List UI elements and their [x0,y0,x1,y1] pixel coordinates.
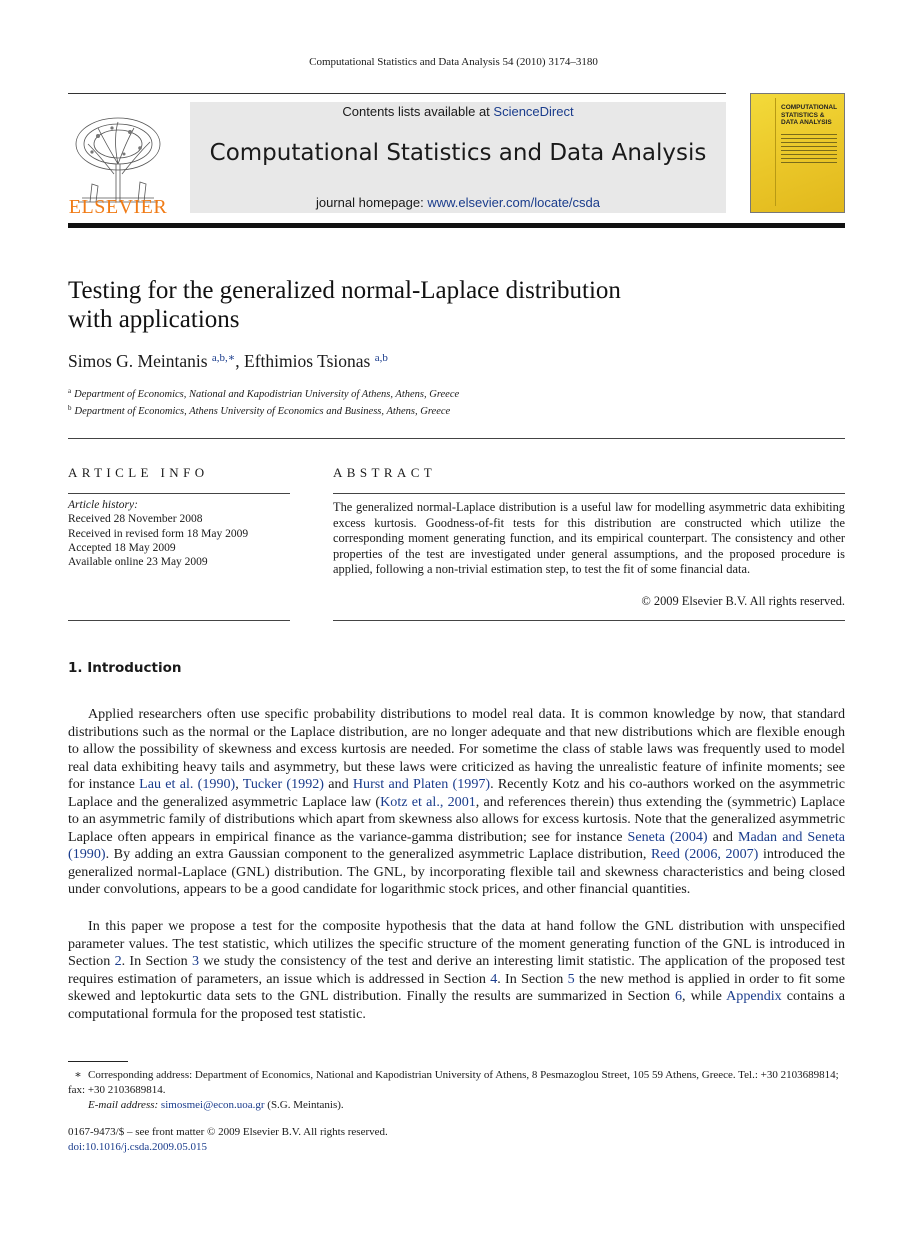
paper-title-line-1: Testing for the generalized normal-Laplace distribution [68,277,621,304]
article-info-rule-top [68,493,290,494]
email-footnote [68,1098,845,1113]
paragraph-text: , [235,776,243,792]
article-history-label: Article history: [68,499,138,511]
affiliation-text: Department of Economics, Athens University of Economics and Business, Athens, Greece [74,406,451,417]
paragraph-text: introduced the generalized normal-Laplace (GNL) distribution. The GNL, by incorporating flexible tail and skewness characteristics and being closed under convolutions, appears to be a good candidate for logarithmic stock prices, and other financial quantities. [68,846,845,897]
section-link[interactable]: 2 [114,953,122,969]
author-list [68,351,388,372]
paragraph-text: we study the consistency of the test and derive an interesting limit statistic. The application of the proposed test requires estimation of parameters, an issue which is addressed in Section [68,953,845,987]
sciencedirect-link[interactable]: ScienceDirect [493,104,574,119]
footnote-mark: ∗ [74,1069,82,1081]
affiliation-mark: b [68,404,72,412]
publisher-name: ELSEVIER [68,196,168,218]
online-date: Available online 23 May 2009 [68,556,208,568]
paper-title-line-2: with applications [68,306,240,333]
paragraph-text: the new method is applied in order to fit some skewed and leptokurtic data sets to the GNL distribution. Finally the results are summarized in Section [68,970,845,1004]
paper-title [68,276,768,334]
email-link[interactable]: simosmei@econ.uoa.gr [160,1099,265,1111]
journal-cover-image [750,93,845,213]
abstract-rule-top [333,493,845,494]
citation-link[interactable]: Kotz et al., 2001 [380,793,476,810]
affiliation-a [68,387,459,400]
footnote-rule [68,1061,128,1062]
footnote-text: Corresponding address: Department of Economics, National and Kapodistrian University of Athens, 8 Pesmazoglou Street, 105 59 Athens, Greece. Tel.: +30 2103689814; fax: +30 2103689814. [68,1069,839,1096]
citation-link[interactable]: Hurst and Platen (1997) [352,776,491,792]
author-name: Simos G. Meintanis [68,351,208,371]
header-rule [68,223,845,228]
abstract-text: The generalized normal-Laplace distribution is a useful law for modelling asymmetric data exhibiting excess kurtosis. Goodness-of-fit tests for this distribution are constructed which utilize the corresponding moment generating function, and its empirical counterpart. The consistency and other properties of the test are investigated under general assumptions, and the proposed procedure is applied, following a non-trivial estimation step, to test the fit of some financial data. [333,500,845,577]
journal-title: Computational Statistics and Data Analysis [209,140,707,166]
paragraph-text: Applied researchers often use specific probability distributions to model real data. It is common knowledge by now, that standard distributions such as the normal or the Laplace distribution, are no longer adequate and that new distributions which are flexible enough to allow the possibility of skewness and excess kurtosis are needed. For sometime the class of stable laws was frequently used to model real data exhibiting heavy tails and asymmetry, but these laws were criticized as having the unrealistic feature of infinite moments; see for instance [68,706,845,792]
abstract-rule-bottom [333,620,845,621]
contents-line [190,104,726,119]
paragraph-text: , and references therein) thus extending the (symmetric) Laplace to an asymmetric family of distributions which apart from skewness also allows for excess kurtosis. Note that the generalized asymmetric Laplace often appears in empirical finance as the variance-gamma distribution; see for instance [68,793,845,845]
paragraph-text: and [707,828,738,845]
citation-link[interactable]: Tucker (1992) [242,776,325,792]
affiliation-b [68,404,450,417]
doi-link[interactable]: doi:10.1016/j.csda.2009.05.015 [68,1141,208,1153]
homepage-prefix: journal homepage: [316,195,428,210]
corresponding-author-footnote [68,1068,845,1097]
accepted-date: Accepted 18 May 2009 [68,542,176,554]
article-info-rule-bottom [68,620,290,621]
paragraph-text: In this paper we propose a test for the composite hypothesis that the data at hand follow the GNL distribution with unspecified parameter values. The test statistic, which utilizes the specific structure of the moment generating function of the GNL is introduced in Section [68,918,845,969]
paragraph-text: contains a computational formula for the proposed test statistic. [68,988,845,1022]
appendix-link[interactable]: Appendix [726,988,782,1004]
section-link[interactable]: 4 [490,970,498,987]
section-link[interactable]: 3 [192,953,200,969]
section-link[interactable]: 6 [674,988,683,1004]
paragraph-text: . By adding an extra Gaussian component to the generalized asymmetric Laplace distribution, [105,846,651,862]
citation-link[interactable]: Seneta (2004) [627,828,708,845]
author-name: Efthimios Tsionas [244,351,371,371]
section-link[interactable]: 5 [567,970,575,987]
header-top-rule [68,93,726,94]
revised-date: Received in revised form 18 May 2009 [68,528,249,540]
cover-decoration [781,134,837,166]
abstract-copyright: © 2009 Elsevier B.V. All rights reserved. [641,594,845,608]
affiliation-text: Department of Economics, National and Kapodistrian University of Athens, Athens, Greece [74,389,460,400]
received-date: Received 28 November 2008 [68,513,203,525]
email-label: E-mail address: [88,1099,159,1111]
contents-prefix: Contents lists available at [342,104,494,119]
homepage-line [190,195,726,210]
affiliation-mark: a [68,387,72,395]
author-affiliation-mark[interactable]: a,b,∗ [211,352,236,364]
intro-paragraph-1 [68,706,845,899]
paragraph-text: and [324,776,353,792]
cover-title: COMPUTATIONAL STATISTICS & DATA ANALYSIS [781,104,837,126]
paragraph-text: . In Section [121,953,193,969]
paragraph-text: . In Section [497,970,568,987]
intro-paragraph-2 [68,918,845,1023]
citation-link[interactable]: Madan and Seneta (1990) [68,828,846,862]
homepage-link[interactable]: www.elsevier.com/locate/csda [427,195,600,210]
paragraph-text: , while [682,988,727,1004]
paragraph-text: . Recently Kotz and his co-authors worked on the asymmetric Laplace and the generalized asymmetric Laplace law ( [68,776,845,810]
abstract-heading: ABSTRACT [333,465,437,480]
issn-line: 0167-9473/$ – see front matter © 2009 Elsevier B.V. All rights reserved. [68,1126,388,1138]
author-affiliation-mark[interactable]: a,b [374,352,388,364]
section-heading-introduction: 1. Introduction [68,660,182,676]
title-block-rule [68,438,845,439]
cover-side-strip [755,98,776,206]
citation-link[interactable]: Lau et al. (1990) [139,776,236,792]
author-separator: , [235,351,245,371]
article-info-heading: ARTICLE INFO [68,465,209,480]
citation-link[interactable]: Reed (2006, 2007) [651,846,759,862]
email-suffix: (S.G. Meintanis). [264,1099,344,1111]
journal-reference: Computational Statistics and Data Analysis 54 (2010) 3174–3180 [309,56,598,68]
